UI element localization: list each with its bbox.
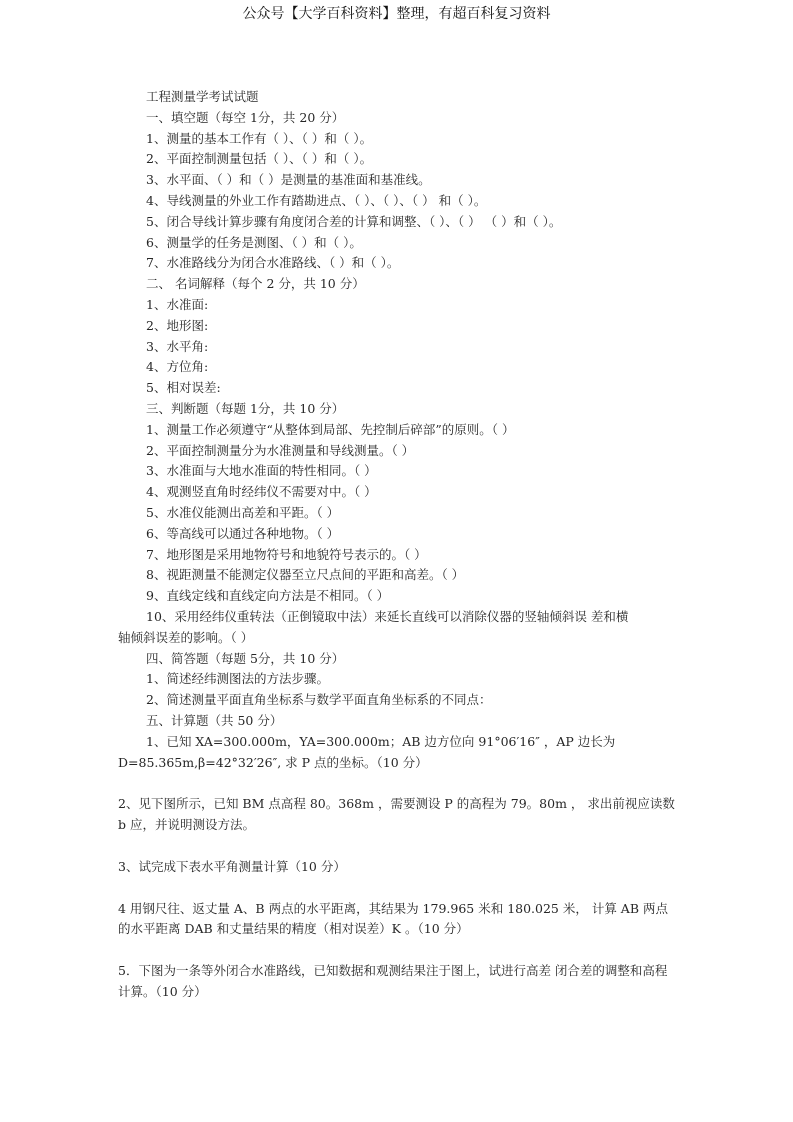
- spacer: [118, 836, 676, 857]
- calc-q2: 2、见下图所示，已知 BM 点高程 80。368m ，需要测设 P 的高程为 79。80m ， 求出前视应读数 b 应，并说明测设方法。: [118, 796, 675, 833]
- page-header: 公众号【大学百科资料】整理，有超百科复习资料: [242, 6, 551, 22]
- section-4-heading: 四、简答题（每题 5分，共 10 分）: [146, 650, 345, 666]
- true-false-item: 7、地形图是采用地物符号和地貌符号表示的。（ ）: [146, 546, 427, 562]
- fill-blank-item: 5、闭合导线计算步骤有角度闭合差的计算和调整、（ ）、（ ） （ ）和（ ）。: [146, 213, 562, 229]
- true-false-item-10-line2: 轴倾斜误差的影响。（ ）: [118, 629, 254, 645]
- section-2-heading: 二、 名词解释（每个 2 分，共 10 分）: [146, 276, 365, 292]
- calc-q1-line1: 1、已知 XA=300.000m，YA=300.000m；AB 边方位向 91°06′16″ ，AP 边长为: [146, 733, 616, 749]
- section-3-heading: 三、判断题（每题 1分，共 10 分）: [146, 400, 345, 416]
- term-item: 1、水准面:: [146, 296, 209, 312]
- term-item: 5、相对误差:: [146, 380, 221, 396]
- short-answer-item: 2、简述测量平面直角坐标系与数学平面直角坐标系的不同点：: [146, 692, 492, 708]
- short-answer-item: 1、简述经纬测图法的方法步骤。: [146, 671, 329, 687]
- calc-q3: 3、试完成下表水平角测量计算（10 分）: [118, 858, 346, 874]
- calc-q4: 4 用钢尺往、返丈量 A、B 两点的水平距离，其结果为 179.965 米和 180.025 米， 计算 AB 两点的水平距离 DAB 和丈量结果的精度（相对误差）K 。（10 分）: [118, 900, 668, 937]
- fill-blank-item: 4、导线测量的外业工作有踏勘进点、（ ）、（ ）、（ ） 和（ ）。: [146, 192, 487, 208]
- spacer: [118, 940, 676, 961]
- spacer: [118, 773, 676, 794]
- spacer: [118, 878, 676, 899]
- true-false-item: 4、观测竖直角时经纬仪不需要对中。（ ）: [146, 484, 377, 500]
- calc-q1-line2: D=85.365m,β=42°32′26″, 求 P 点的坐标。（10 分）: [118, 754, 428, 770]
- fill-blank-item: 2、平面控制测量包括（ ）、（ ）和（ ）。: [146, 151, 373, 167]
- section-5-heading: 五、计算题（共 50 分）: [146, 712, 283, 728]
- section-1-heading: 一、填空题（每空 1分，共 20 分）: [146, 109, 345, 125]
- true-false-item: 1、测量工作必须遵守“从整体到局部、先控制后碎部”的原则。（ ）: [146, 421, 515, 437]
- term-item: 2、地形图:: [146, 317, 209, 333]
- true-false-item: 6、等高线可以通过各种地物。（ ）: [146, 525, 340, 541]
- true-false-item: 9、直线定线和直线定向方法是不相同。（ ）: [146, 588, 390, 604]
- true-false-item: 2、平面控制测量分为水准测量和导线测量。（ ）: [146, 442, 415, 458]
- term-item: 3、水平角:: [146, 338, 209, 354]
- true-false-item: 5、水准仪能测出高差和平距。（ ）: [146, 504, 340, 520]
- fill-blank-item: 7、水准路线分为闭合水准路线、（ ）和（ ）。: [146, 255, 400, 271]
- document-body: [118, 87, 676, 1003]
- fill-blank-item: 3、水平面、（ ）和（ ）是测量的基准面和基准线。: [146, 172, 431, 188]
- doc-title: 工程测量学考试试题: [146, 89, 259, 104]
- term-item: 4、方位角:: [146, 359, 209, 375]
- fill-blank-item: 6、测量学的任务是测图、（ ）和（ ）。: [146, 234, 362, 250]
- true-false-item: 3、水准面与大地水准面的特性相同。（ ）: [146, 463, 377, 479]
- fill-blank-item: 1、测量的基本工作有（ ）、（ ）和（ ）。: [146, 130, 373, 146]
- true-false-item: 8、视距测量不能测定仪器至立尺点间的平距和高差。（ ）: [146, 567, 465, 583]
- calc-q5: 5．下图为一条等外闭合水准路线，已知数据和观测结果注于图上，试进行高差 闭合差的调整和高程计算。（10 分）: [118, 963, 668, 1000]
- true-false-item-10-line1: 10、采用经纬仪重转法（正倒镜取中法）来延长直线可以消除仪器的竖轴倾斜误 差和横: [146, 608, 629, 624]
